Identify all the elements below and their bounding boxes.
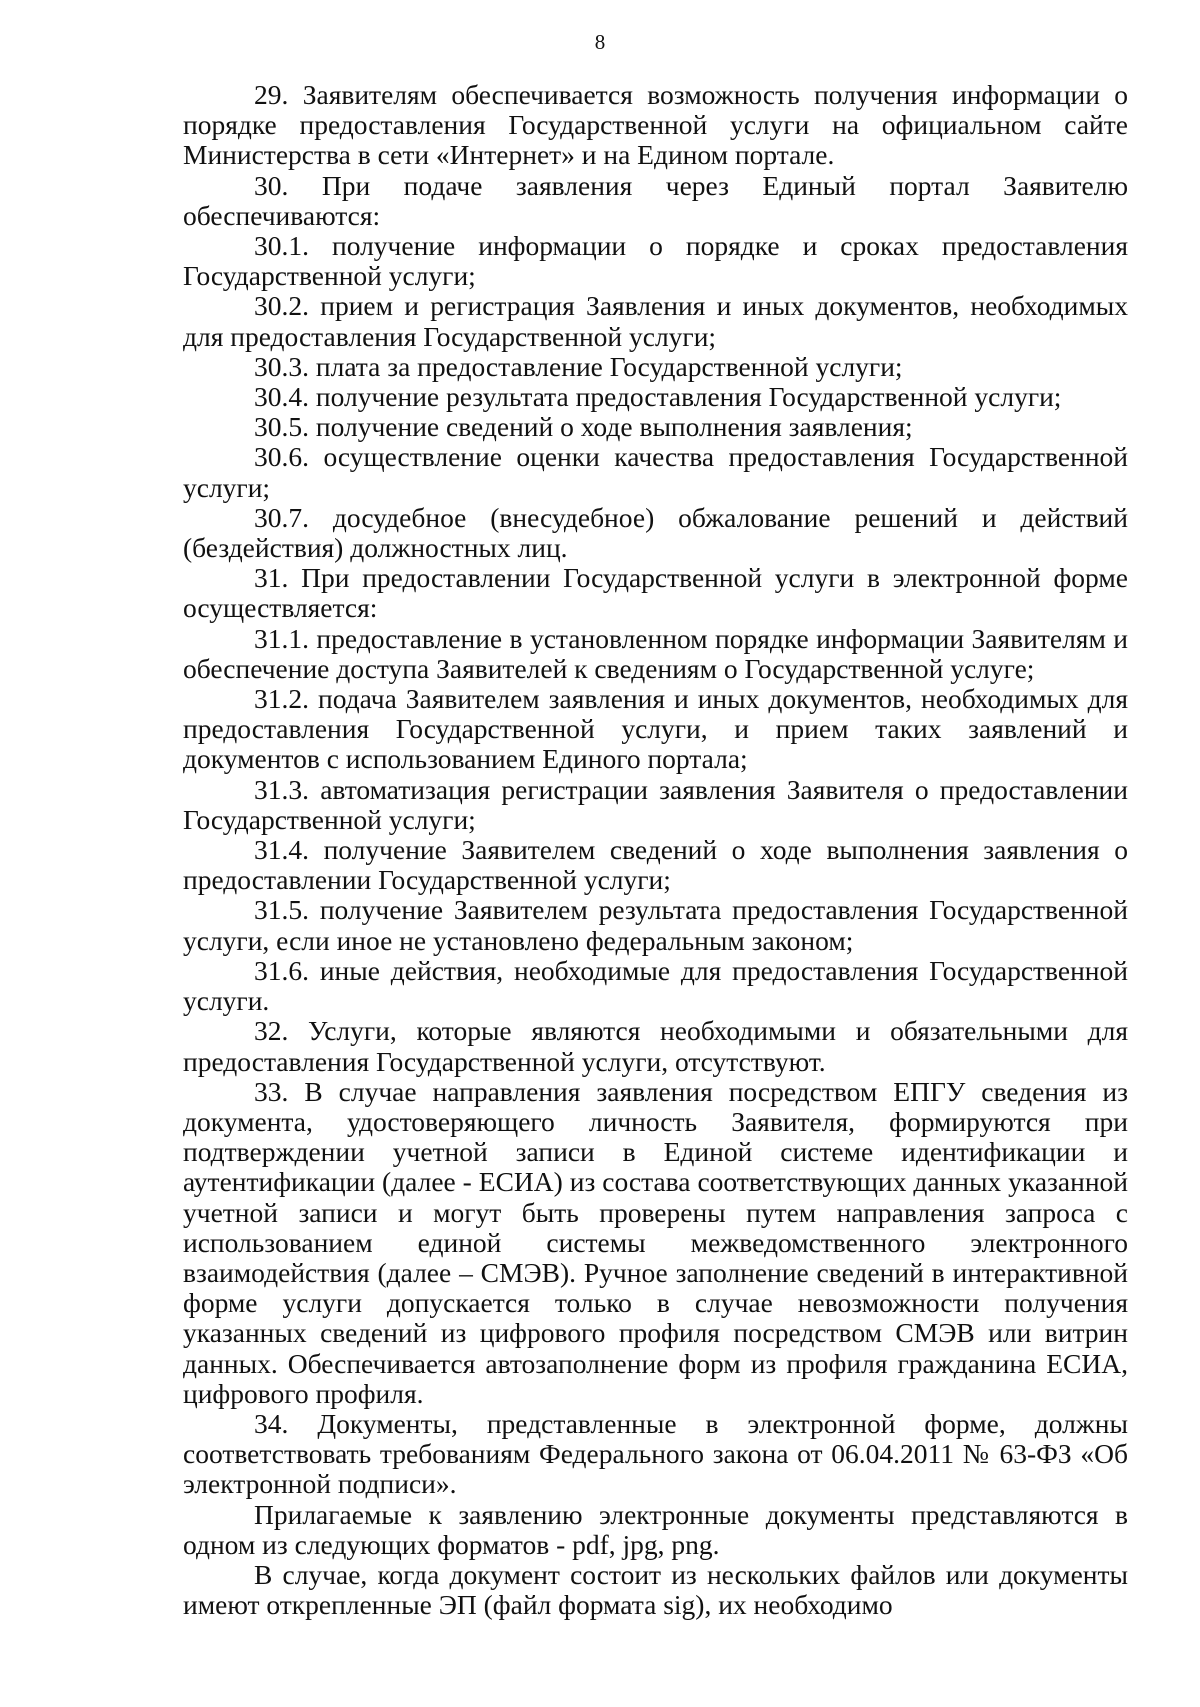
paragraph-30-4: 30.4. получение результата предоставления Государственной услуги; [254, 381, 1062, 413]
paragraph-30-5: 30.5. получение сведений о ходе выполнения заявления; [254, 411, 913, 443]
paragraph-31: 31. При предоставлении Государственной услуги в электронной форме осуществляется: [183, 562, 1128, 624]
paragraph-32: 32. Услуги, которые являются необходимыми и обязательными для предоставления Государственной услуги, отсутствуют. [183, 1015, 1128, 1077]
paragraph-31-5: 31.5. получение Заявителем результата предоставления Государственной услуги, если иное не установлено федеральным законом; [183, 894, 1128, 956]
paragraph-33: 33. В случае направления заявления посредством ЕПГУ сведения из документа, удостоверяющего личность Заявителя, формируются при подтверждении учетной записи в Единой системе идентификации и аутентификации (далее - ЕСИА) из состава соответствующих данных указанной учетной записи и могут быть проверены путем направления запроса с использованием единой системы межведомственного электронного взаимодействия (далее – СМЭВ). Ручное заполнение сведений в интерактивной форме услуги допускается только в случае невозможности получения указанных сведений из цифрового профиля посредством СМЭВ или витрин данных. Обеспечивается автозаполнение форм из профиля гражданина ЕСИА, цифрового профиля. [183, 1075, 1128, 1409]
paragraph-31-2: 31.2. подача Заявителем заявления и иных документов, необходимых для предоставления Государственной услуги, и прием таких заявлений и документов с использованием Единого портала; [183, 683, 1128, 775]
paragraph-31-1: 31.1. предоставление в установленном порядке информации Заявителям и обеспечение доступа Заявителей к сведениям о Государственной услуге; [183, 622, 1128, 684]
paragraph-31-3: 31.3. автоматизация регистрации заявления Заявителя о предоставлении Государственной услуги; [183, 773, 1128, 835]
paragraph-multiple-files: В случае, когда документ состоит из нескольких файлов или документы имеют открепленные ЭП (файл формата sig), их необходимо [183, 1558, 1128, 1621]
paragraph-34: 34. Документы, представленные в электронной форме, должны соответствовать требованиям Федерального закона от 06.04.2011 № 63-ФЗ «Об электронной подписи». [183, 1407, 1128, 1500]
paragraph-30-1: 30.1. получение информации о порядке и сроках предоставления Государственной услуги; [183, 230, 1128, 292]
paragraph-formats: Прилагаемые к заявлению электронные документы представляются в одном из следующих форматов - pdf, jpg, png. [183, 1498, 1128, 1560]
paragraph-29: 29. Заявителям обеспечивается возможность получения информации о порядке предоставления Государственной услуги на официальном сайте Министерства в сети «Интернет» и на Едином портале. [183, 79, 1128, 171]
paragraph-30-3: 30.3. плата за предоставление Государственной услуги; [254, 350, 903, 382]
document-body [183, 80, 1128, 1620]
paragraph-31-4: 31.4. получение Заявителем сведений о ходе выполнения заявления о предоставлении Государственной услуги; [183, 834, 1128, 896]
paragraph-30: 30. При подаче заявления через Единый портал Заявителю обеспечиваются: [183, 169, 1128, 231]
paragraph-30-7: 30.7. досудебное (внесудебное) обжалование решений и действий (бездействия) должностных лиц. [183, 501, 1128, 564]
paragraph-31-6: 31.6. иные действия, необходимые для предоставления Государственной услуги. [183, 954, 1128, 1017]
paragraph-30-2: 30.2. прием и регистрация Заявления и иных документов, необходимых для предоставления Государственной услуги; [183, 290, 1128, 352]
paragraph-30-6: 30.6. осуществление оценки качества предоставления Государственной услуги; [183, 441, 1128, 503]
page-number: 8 [594, 30, 606, 54]
